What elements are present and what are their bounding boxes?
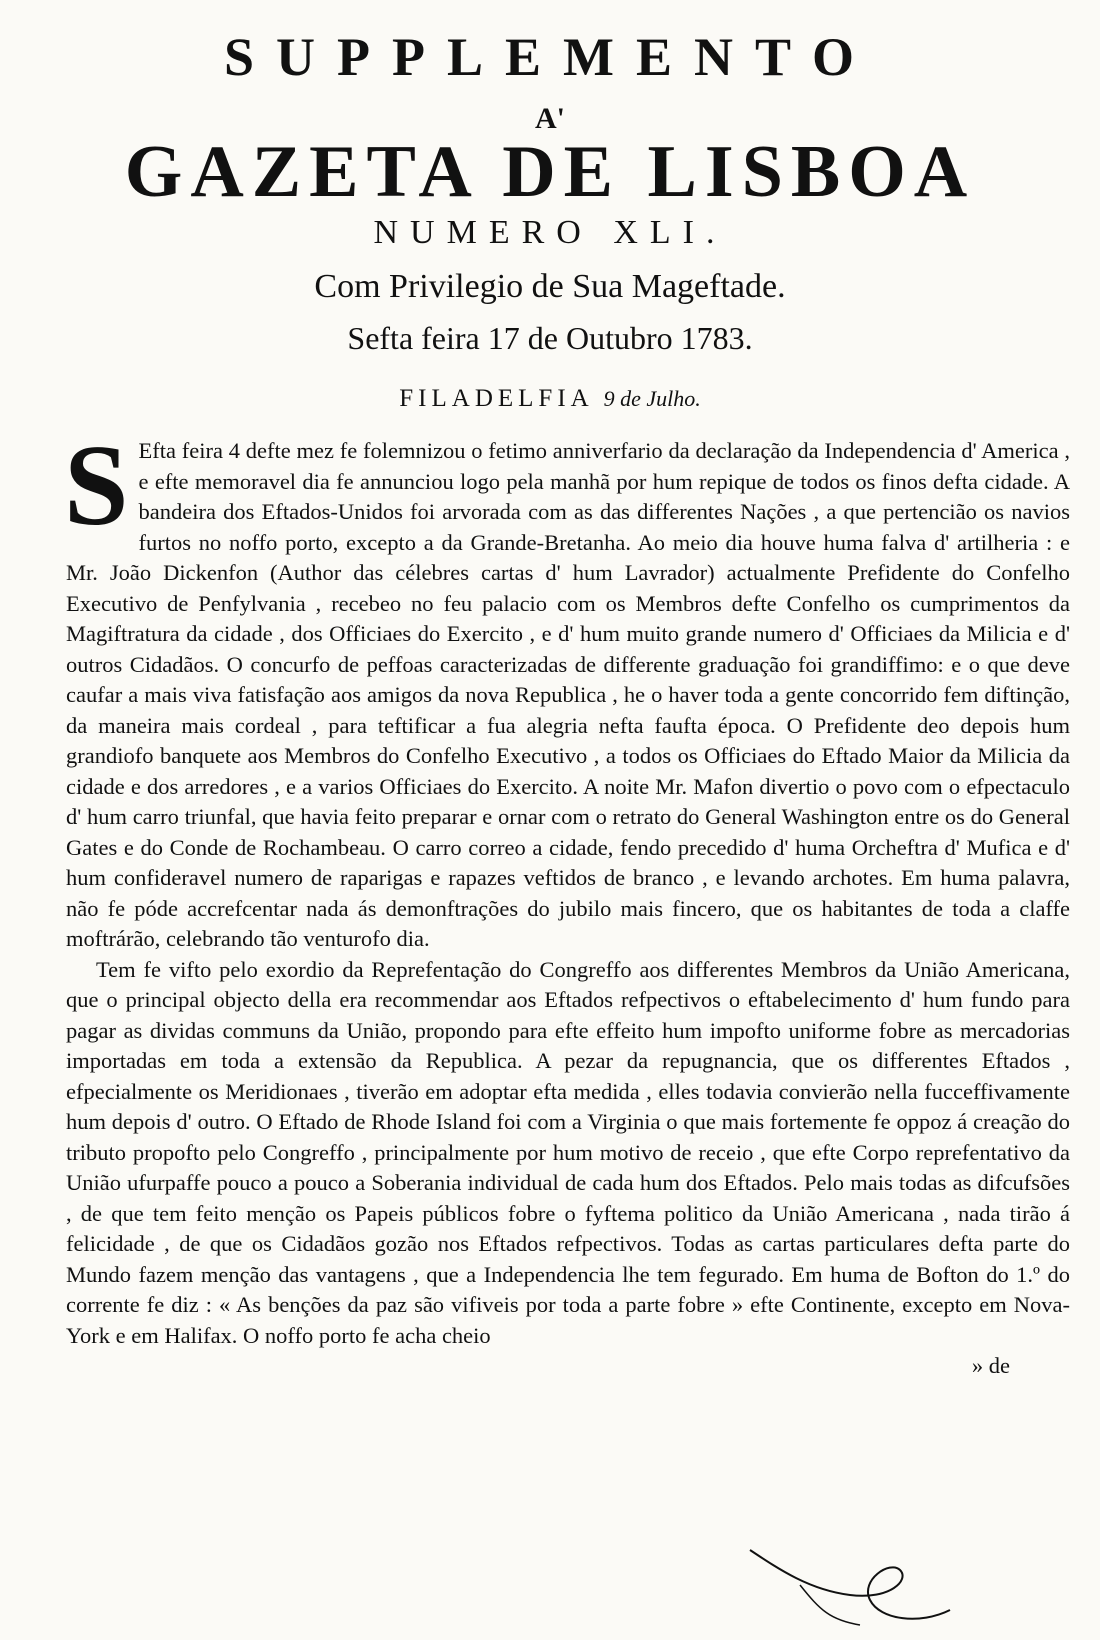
drop-cap: S bbox=[64, 422, 129, 550]
paragraph-2-text: Tem fe vifto pelo exordio da Reprefentação do Congreffo aos differentes Membros da União Americana, que o principal objecto della era recommendar aos Eftados refpectivos o eftabelecimento d' hum fundo para pagar as dividas communs da União, propondo para efte effeito hum impofto uniforme fobre as mercadorias importadas em toda a extensão da Republica. A pezar da repugnancia, que os differentes Eftados , efpecialmente os Meridionaes , tiverão em adoptar efta medida , elles todavia convierão nella fucceffivamente hum depois d' outro. O Eftado de Rhode Island foi com a Virginia o que mais fortemente fe oppoz á creação do tributo propofto pelo Congreffo , principalmente por hum motivo de receio , que efte Corpo reprefentativo da União ufurpaffe pouco a pouco a Soberania individual de cada hum dos Eftados. Pelo mais todas as difcufsões , de que tem feito menção os Papeis públicos fobre o fyftema politico da União Americana , nada tirão á felicidade , de que os Cidadãos gozão nos Eftados refpectivos. Todas as cartas particulares defta parte do Mundo fazem menção das vantagens , que a Independencia lhe tem fegurado. Em huma de Bofton do 1.º do corrente fe diz : « As benções da paz são vifiveis por toda a parte fobre » efte Continente, excepto em Nova-York e em Halifax. O noffo porto fe acha cheio bbox=[66, 956, 1070, 1348]
issue-date: Sefta feira 17 de Outubro 1783. bbox=[347, 320, 753, 356]
dateline-city: FILADELFIA bbox=[399, 385, 593, 412]
masthead-a: A' bbox=[535, 102, 565, 135]
masthead-supplemento: SUPPLEMENTO bbox=[223, 27, 877, 87]
masthead-title: GAZETA DE LISBOA bbox=[124, 131, 976, 213]
article-paragraph-2 bbox=[66, 955, 1070, 1352]
ink-flourish-mark bbox=[740, 1540, 960, 1630]
issue-number: NUMERO XLI. bbox=[373, 214, 727, 251]
article-body bbox=[64, 422, 1070, 1382]
paragraph-1-text: Efta feira 4 defte mez fe folemnizou o fetimo anniverfario da declaração da Independencia d' America , e efte memoravel dia fe annunciou logo pela manhã por hum repique de todos os finos defta cidade. A bandeira dos Eftados-Unidos foi arvorada com as das differentes Nações , a que pertencião os navios furtos no noffo porto, excepto a da Grande-Bretanha. Ao meio dia houve huma falva d' artilheria : e Mr. João Dickenfon (Author das célebres cartas d' hum Lavrador) actualmente Prefidente do Confelho Executivo de Penfylvania , recebeo no feu palacio com os Membros defte Confelho os cumprimentos da Magiftratura da cidade , dos Officiaes do Exercito , e d' hum muito grande numero d' Officiaes da Milicia e d' outros Cidadãos. O concurfo de peffoas caracterizadas de differente graduação foi grandiffimo: e o que deve caufar a mais viva fatisfação aos amigos da nova Republica , he o haver toda a gente concorrido fem diftinção, da maneira mais cordeal , para teftificar a fua alegria nefta faufta época. O Prefidente deo depois hum grandiofo banquete aos Membros do Confelho Executivo , a todos os Officiaes do Eftado Maior da Milicia da cidade e dos arredores , e a varios Officiaes do Exercito. A noite Mr. Mafon divertio o povo com o efpectaculo d' hum carro triunfal, que havia feito preparar e ornar com o retrato do General Washington entre os do General Gates e do Conde de Rochambeau. O carro correo a cidade, fendo precedido d' huma Orcheftra d' Mufica e d' hum confideravel numero de raparigas e rapazes veftidos de branco , e levando archotes. Em huma palavra, não fe póde accrefcentar nada ás demonftrações do jubilo mais fincero, que os habitantes de toda a claffe moftrárão, celebrando tão venturofo dia. bbox=[66, 438, 1070, 951]
privilege-line: Com Privilegio de Sua Mageftade. bbox=[314, 268, 786, 305]
article-paragraph-1 bbox=[64, 422, 1070, 955]
catchword: » de bbox=[971, 1353, 1010, 1378]
dateline bbox=[0, 385, 1100, 413]
dateline-date: 9 de Julho. bbox=[603, 386, 701, 411]
